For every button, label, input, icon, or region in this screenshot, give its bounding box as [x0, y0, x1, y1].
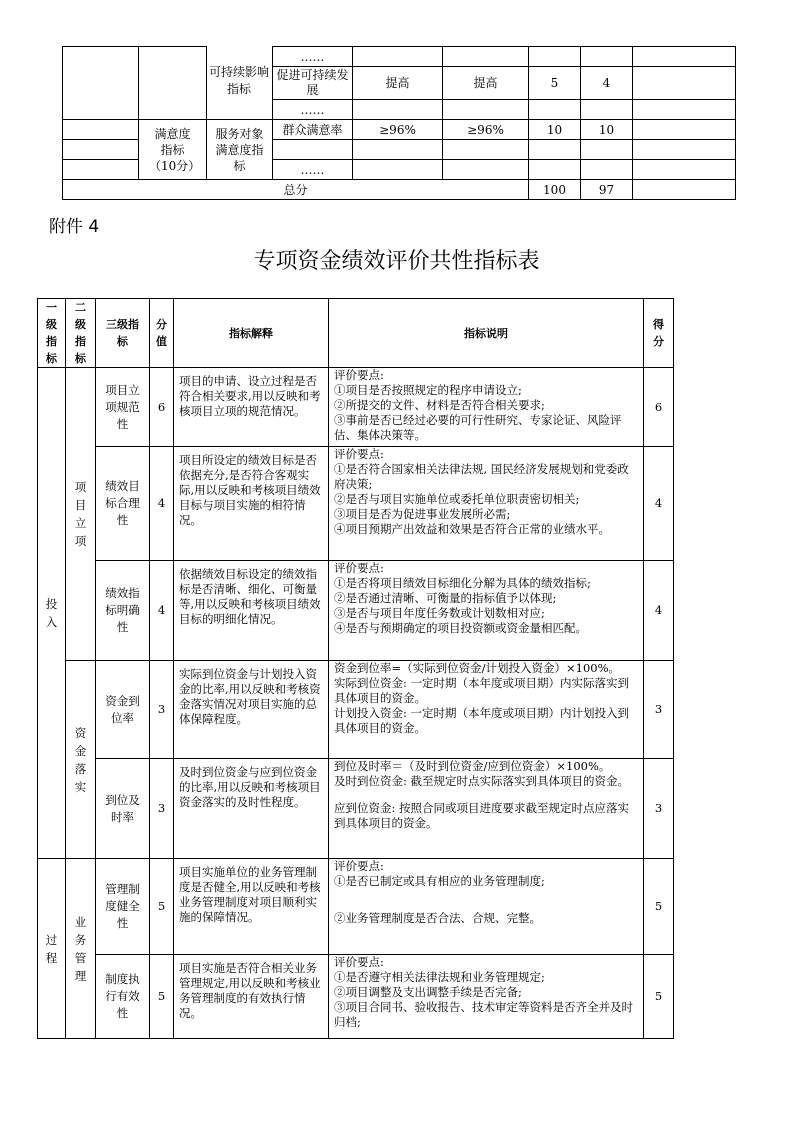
row-desc: 评价要点: ①是否将项目绩效目标细化分解为具体的绩效指标; ②是否通过清晰、可衡量的指标值予以体现; ③是否与项目年度任务数或计划数相对应; ④是否与预期确定的项目投资额或资金量相匹配。: [329, 561, 644, 661]
row-name: 资金到位率: [96, 661, 150, 759]
row-weight: 6: [150, 368, 174, 447]
annex-label: 附件 4: [49, 217, 100, 237]
total-weight: 100: [529, 180, 581, 200]
row-desc: 评价要点: ①项目是否按照规定的程序申请设立; ②所提交的文件、材料是否符合相关要求; ③事前是否已经过必要的可行性研究、专家论证、风险评估、集体决策等。: [329, 368, 644, 447]
header-desc: 指标说明: [329, 299, 644, 368]
ellipsis: ……: [273, 160, 353, 180]
target-value: ≥96%: [353, 120, 443, 140]
row-name: 绩效指标明确性: [96, 561, 150, 661]
group-setup: 项目立项: [66, 368, 96, 661]
row-desc: 评价要点: ①是否符合国家相关法律法规, 国民经济发展规划和党委政府决策; ②是否与项目实施单位或委托单位职责密切相关; ③项目是否为促进事业发展所必需; ④项目预期产出效益和效果是否符合正常的业绩水平。: [329, 447, 644, 561]
row-weight: 4: [150, 447, 174, 561]
row-name: 管理制度健全性: [96, 859, 150, 955]
weight-value: 5: [529, 67, 581, 100]
row-name: 制度执行有效性: [96, 955, 150, 1039]
header-weight: 分值: [150, 299, 174, 368]
row-explain: 依据绩效目标设定的绩效指标是否清晰、细化、可衡量等,用以反映和考核项目绩效目标的明细化情况。: [174, 561, 329, 661]
row-explain: 项目所设定的绩效目标是否依据充分,是否符合客观实际,用以反映和考核项目绩效目标与项目实施的相符情况。: [174, 447, 329, 561]
row-score: 5: [644, 859, 674, 955]
document-title: 专项资金绩效评价共性指标表: [253, 249, 540, 274]
indicator-l2: 满意度指标（10分）: [139, 120, 207, 180]
indicator-l3-sustain: 可持续影响指标: [208, 65, 269, 96]
continuation-table: [62, 46, 736, 200]
blank-cell: [139, 47, 207, 120]
indicator-l4: 促进可持续发展: [273, 67, 353, 100]
weight-value: 10: [529, 120, 581, 140]
row-weight: 3: [150, 759, 174, 859]
indicator-l4: 群众满意率: [273, 120, 353, 140]
ellipsis: ……: [273, 47, 353, 67]
indicator-table: [37, 298, 674, 1039]
score-value: 10: [581, 120, 633, 140]
group-funds: 资金落实: [66, 661, 96, 859]
row-name: 项目立项规范性: [96, 368, 150, 447]
row-weight: 5: [150, 859, 174, 955]
blank-cell: [63, 47, 139, 120]
row-desc: 资金到位率=（实际到位资金/计划投入资金）×100%。 实际到位资金: 一定时期（本年度或项目期）内实际落实到具体项目的资金。 计划投入资金: 一定时期（本年度或项目期）内计划投入到具体项目的资金。: [329, 661, 644, 759]
row-desc: 到位及时率＝（及时到位资金/应到位资金）×100%。 及时到位资金: 截至规定时点实际落实到具体项目的资金。 应到位资金: 按照合同或项目进度要求截至规定时点应落实到具体项目的资金。: [329, 759, 644, 859]
row-desc: 评价要点: ①是否遵守相关法律法规和业务管理规定; ②项目调整及支出调整手续是否完备; ③项目合同书、验收报告、技术审定等资料是否齐全并及时归档;: [329, 955, 644, 1039]
row-desc: 评价要点: ①是否已制定或具有相应的业务管理制度; ②业务管理制度是否合法、合规、完整。: [329, 859, 644, 955]
total-score: 97: [581, 180, 633, 200]
row-name: 绩效目标合理性: [96, 447, 150, 561]
row-score: 5: [644, 955, 674, 1039]
ellipsis: ……: [273, 100, 353, 120]
indicator-l3: 服务对象满意度指标: [207, 120, 273, 180]
row-score: 4: [644, 561, 674, 661]
row-explain: 项目实施单位的业务管理制度是否健全,用以反映和考核业务管理制度对项目顺利实施的保障情况。: [174, 859, 329, 955]
actual-value: ≥96%: [443, 120, 529, 140]
header-l2: 二级指标: [66, 299, 96, 368]
row-score: 3: [644, 661, 674, 759]
row-weight: 5: [150, 955, 174, 1039]
group-mgmt: 业务管理: [66, 859, 96, 1039]
row-explain: 项目实施是否符合相关业务管理规定,用以反映和考核业务管理制度的有效执行情况。: [174, 955, 329, 1039]
group-process: 过程: [38, 859, 66, 1039]
row-score: 3: [644, 759, 674, 859]
row-name: 到位及时率: [96, 759, 150, 859]
header-l1: 一级指标: [38, 299, 66, 368]
target-value: 提高: [353, 67, 443, 100]
header-score: 得分: [644, 299, 674, 368]
row-score: 4: [644, 447, 674, 561]
header-explain: 指标解释: [174, 299, 329, 368]
row-explain: 实际到位资金与计划投入资金的比率,用以反映和考核资金落实情况对项目实施的总体保障程度。: [174, 661, 329, 759]
row-explain: 及时到位资金与应到位资金的比率,用以反映和考核项目资金落实的及时性程度。: [174, 759, 329, 859]
row-weight: 4: [150, 561, 174, 661]
row-weight: 3: [150, 661, 174, 759]
row-score: 6: [644, 368, 674, 447]
group-input: 投入: [38, 368, 66, 859]
score-value: 4: [581, 67, 633, 100]
actual-value: 提高: [443, 67, 529, 100]
total-label: 总分: [63, 180, 529, 200]
row-explain: 项目的申请、设立过程是否符合相关要求,用以反映和考核项目立项的规范情况。: [174, 368, 329, 447]
header-l3: 三级指标: [96, 299, 150, 368]
